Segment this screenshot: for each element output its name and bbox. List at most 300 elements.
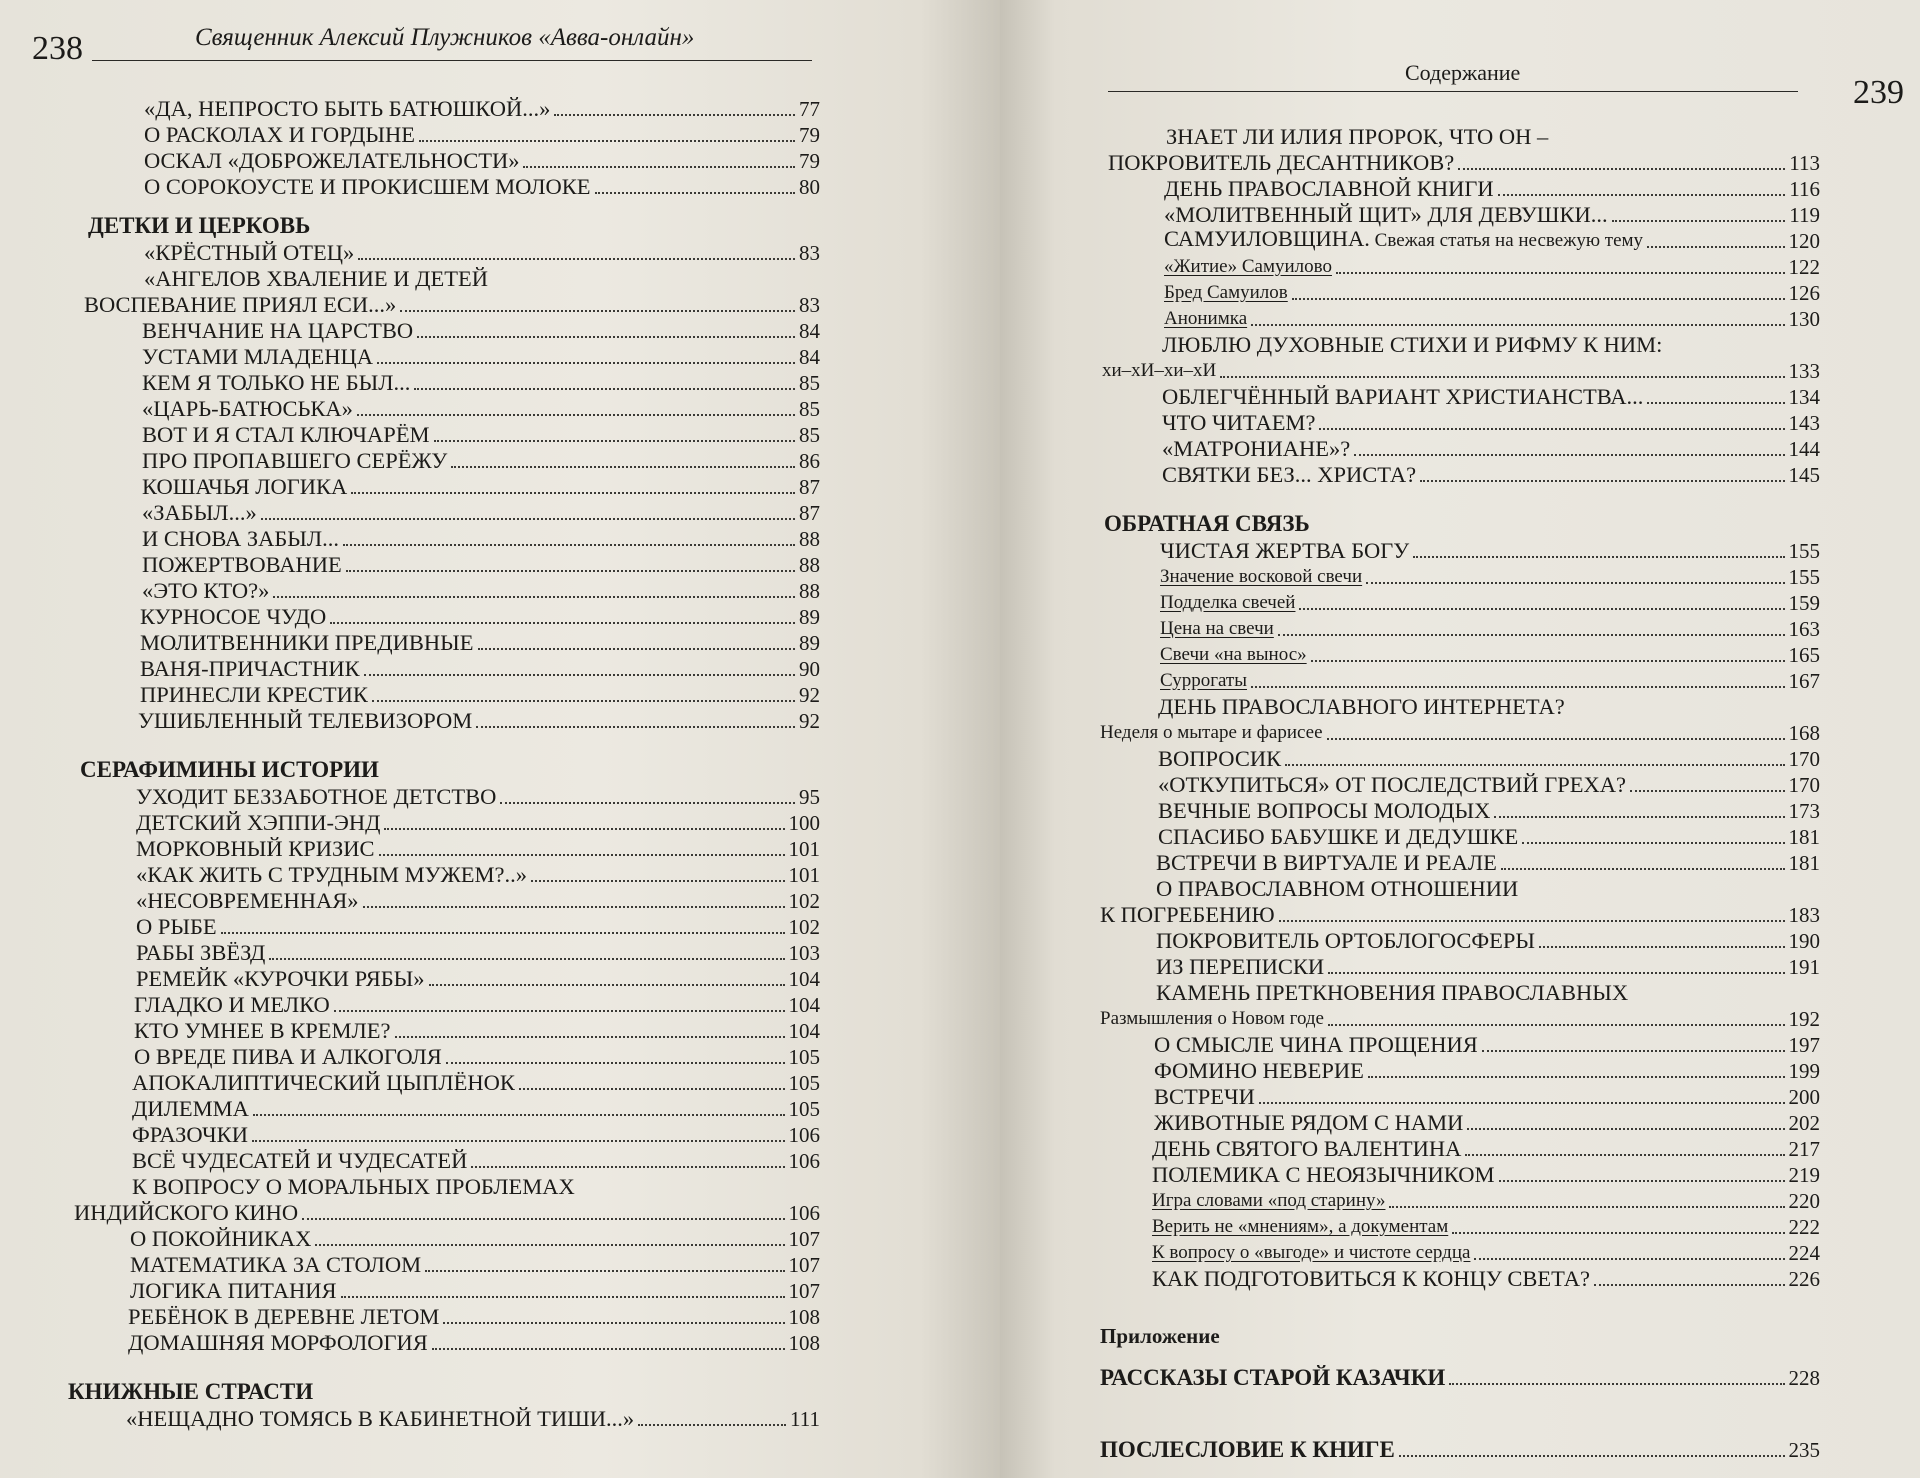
toc-entry[interactable]: [1100, 720, 1820, 746]
entry-title: К вопросу о «выгоде» и чистоте сердца: [1152, 1242, 1471, 1263]
dot-leader: [1368, 1076, 1785, 1078]
toc-entry[interactable]: [1100, 1188, 1820, 1214]
page-ref: 155: [1788, 539, 1820, 563]
entry-title: О РАСКОЛАХ И ГОРДЫНЕ: [144, 122, 415, 147]
page-ref: 88: [799, 527, 820, 551]
page-ref: 116: [1789, 177, 1820, 201]
page-ref: 84: [799, 345, 820, 369]
toc-entry[interactable]: [60, 708, 820, 734]
page-number: 238: [32, 30, 83, 67]
table-of-contents: [60, 96, 820, 1432]
entry-title: ДЕТСКИЙ ХЭППИ-ЭНД: [136, 810, 381, 835]
page-ref: 88: [799, 579, 820, 603]
entry-title: КОШАЧЬЯ ЛОГИКА: [142, 474, 348, 499]
toc-entry[interactable]: [1100, 384, 1820, 410]
dot-leader: [429, 984, 785, 986]
page-ref: 120: [1788, 229, 1820, 253]
dot-leader: [1458, 168, 1785, 170]
toc-entry[interactable]: [60, 810, 820, 836]
page-ref: 90: [799, 657, 820, 681]
entry-title: «НЕЩАДНО ТОМЯСЬ В КАБИНЕТНОЙ ТИШИ...»: [126, 1406, 635, 1431]
toc-entry[interactable]: [60, 174, 820, 200]
dot-leader: [1319, 428, 1784, 430]
dot-leader: [377, 362, 795, 364]
toc-entry[interactable]: [60, 526, 820, 552]
entry-title: К ПОГРЕБЕНИЮ: [1100, 902, 1275, 927]
toc-entry[interactable]: [60, 862, 820, 888]
entry-title: УХОДИТ БЕЗЗАБОТНОЕ ДЕТСТВО: [136, 784, 497, 809]
dot-leader: [425, 1270, 784, 1272]
dot-leader: [414, 388, 795, 390]
entry-title: ФРАЗОЧКИ: [132, 1122, 248, 1147]
toc-entry[interactable]: [1100, 798, 1820, 824]
page-ref: 95: [799, 785, 820, 809]
entry-subtitle: Свежая статья на несвежую тему: [1369, 230, 1644, 251]
toc-entry[interactable]: [60, 1278, 820, 1304]
entry-title: СВЯТКИ БЕЗ... ХРИСТА?: [1162, 462, 1417, 487]
dot-leader: [1449, 1383, 1784, 1385]
entry-title: КТО УМНЕЕ В КРЕМЛЕ?: [134, 1018, 391, 1043]
toc-entry[interactable]: [60, 940, 820, 966]
dot-leader: [1499, 1180, 1785, 1182]
dot-leader: [330, 622, 795, 624]
toc-entry[interactable]: [1100, 1032, 1820, 1058]
entry-title: О ВРЕДЕ ПИВА И АЛКОГОЛЯ: [134, 1044, 442, 1069]
section-heading[interactable]: [1100, 1322, 1820, 1350]
entry-title: О ПРАВОСЛАВНОМ ОТНОШЕНИИ: [1156, 876, 1519, 901]
page-ref: 111: [790, 1407, 820, 1431]
toc-entry[interactable]: [60, 630, 820, 656]
page-ref: 219: [1788, 1163, 1820, 1187]
toc-entry[interactable]: [1100, 332, 1820, 358]
entry-title: «КАК ЖИТЬ С ТРУДНЫМ МУЖЕМ?..»: [136, 862, 528, 887]
toc-entry[interactable]: [60, 422, 820, 448]
entry-title: УСТАМИ МЛАДЕНЦА: [142, 344, 374, 369]
page-ref: 89: [799, 605, 820, 629]
running-head: Священник Алексий Плужников «Авва-онлайн»: [195, 24, 695, 51]
entry-title: РЕБЁНОК В ДЕРЕВНЕ ЛЕТОМ: [128, 1304, 440, 1329]
dot-leader: [1474, 1258, 1784, 1260]
toc-entry[interactable]: [1100, 254, 1820, 280]
dot-leader: [1413, 556, 1784, 558]
page-ref: 104: [788, 1019, 820, 1043]
toc-entry[interactable]: [1100, 124, 1820, 150]
entry-title: К ВОПРОСУ О МОРАЛЬНЫХ ПРОБЛЕМАХ: [132, 1174, 575, 1199]
dot-leader: [358, 258, 795, 260]
page-ref: 108: [788, 1305, 820, 1329]
dot-leader: [1630, 790, 1784, 792]
page-ref: 202: [1788, 1111, 1820, 1135]
dot-leader: [1399, 1455, 1785, 1457]
toc-entry[interactable]: [60, 1252, 820, 1278]
page-ref: 107: [788, 1227, 820, 1251]
toc-entry[interactable]: [1100, 1240, 1820, 1266]
page-ref: 199: [1788, 1059, 1820, 1083]
page-ref: 106: [788, 1123, 820, 1147]
toc-entry[interactable]: [1100, 1162, 1820, 1188]
page-ref: 224: [1788, 1241, 1820, 1265]
page-ref: 133: [1788, 359, 1820, 383]
entry-title: ВЕНЧАНИЕ НА ЦАРСТВО: [142, 318, 414, 343]
entry-title: О ПОКОЙНИКАХ: [130, 1226, 312, 1251]
toc-entry[interactable]: [1100, 824, 1820, 850]
page-ref: 122: [1788, 255, 1820, 279]
page-ref: 83: [799, 293, 820, 317]
entry-title: Анонимка: [1164, 308, 1248, 329]
page-ref: 87: [799, 475, 820, 499]
page-ref: 165: [1788, 643, 1820, 667]
dot-leader: [471, 1166, 784, 1168]
dot-leader: [595, 192, 795, 194]
dot-leader: [253, 1114, 785, 1116]
dot-leader: [1465, 1154, 1784, 1156]
dot-leader: [1366, 582, 1784, 584]
page-ref: 168: [1788, 721, 1820, 745]
entry-title: Суррогаты: [1160, 670, 1248, 691]
dot-leader: [1494, 816, 1784, 818]
dot-leader: [1278, 634, 1785, 636]
toc-entry[interactable]: [60, 448, 820, 474]
toc-entry[interactable]: [60, 96, 820, 122]
toc-entry[interactable]: [60, 1122, 820, 1148]
entry-title: КАМЕНЬ ПРЕТКНОВЕНИЯ ПРАВОСЛАВНЫХ: [1156, 980, 1629, 1005]
toc-entry[interactable]: [1100, 358, 1820, 384]
toc-entry[interactable]: [1100, 1084, 1820, 1110]
toc-entry[interactable]: [60, 1044, 820, 1070]
toc-entry[interactable]: [1100, 772, 1820, 798]
page-ref: 105: [788, 1071, 820, 1095]
dot-leader: [351, 492, 795, 494]
page-ref: 220: [1788, 1189, 1820, 1213]
entry-title: «ЭТО КТО?»: [142, 578, 270, 603]
toc-entry[interactable]: [1100, 954, 1820, 980]
toc-entry[interactable]: [1100, 150, 1820, 176]
page-ref: 144: [1788, 437, 1820, 461]
entry-title: ДЕНЬ ПРАВОСЛАВНОГО ИНТЕРНЕТА?: [1158, 694, 1565, 719]
page-ref: 167: [1788, 669, 1820, 693]
toc-entry[interactable]: [60, 240, 820, 266]
dot-leader: [1328, 972, 1784, 974]
toc-entry[interactable]: [60, 836, 820, 862]
entry-title: «Житие» Самуилово: [1164, 256, 1332, 277]
dot-leader: [519, 1088, 785, 1090]
page-ref: 222: [1788, 1215, 1820, 1239]
page-ref: 126: [1788, 281, 1820, 305]
page-ref: 107: [788, 1253, 820, 1277]
toc-entry[interactable]: [1100, 280, 1820, 306]
toc-entry[interactable]: [1100, 176, 1820, 202]
page-ref: 181: [1788, 851, 1820, 875]
entry-title: ВЕЧНЫЕ ВОПРОСЫ МОЛОДЫХ: [1158, 798, 1491, 823]
toc-entry[interactable]: [60, 1096, 820, 1122]
page-ref: 87: [799, 501, 820, 525]
toc-entry[interactable]: [1100, 746, 1820, 772]
dot-leader: [346, 570, 795, 572]
toc-entry[interactable]: [1100, 1058, 1820, 1084]
entry-title: Цена на свечи: [1160, 618, 1274, 639]
entry-title: ЗНАЕТ ЛИ ИЛИЯ ПРОРОК, ЧТО ОН –: [1166, 124, 1549, 149]
page-ref: 104: [788, 967, 820, 991]
page-ref: 159: [1788, 591, 1820, 615]
entry-title: КАК ПОДГОТОВИТЬСЯ К КОНЦУ СВЕТА?: [1152, 1266, 1591, 1291]
entry-title-main: САМУИЛОВЩИНА.: [1164, 226, 1370, 251]
entry-title: ЧИСТАЯ ЖЕРТВА БОГУ: [1160, 538, 1410, 563]
toc-entry[interactable]: [60, 148, 820, 174]
dot-leader: [1311, 660, 1785, 662]
section-title: ПОСЛЕСЛОВИЕ К КНИГЕ: [1100, 1437, 1395, 1462]
toc-entry[interactable]: [1100, 928, 1820, 954]
toc-entry[interactable]: [1100, 1006, 1820, 1032]
toc-entry[interactable]: [60, 604, 820, 630]
toc-entry[interactable]: [1100, 202, 1820, 228]
entry-title: ВСЁ ЧУДЕСАТЕЙ И ЧУДЕСАТЕЙ: [132, 1148, 468, 1173]
toc-entry[interactable]: [1100, 980, 1820, 1006]
entry-title: ВАНЯ-ПРИЧАСТНИК: [140, 656, 360, 681]
page-ref: 85: [799, 397, 820, 421]
page-ref: 192: [1788, 1007, 1820, 1031]
entry-title: «ОТКУПИТЬСЯ» ОТ ПОСЛЕДСТВИЙ ГРЕХА?: [1158, 772, 1627, 797]
toc-entry[interactable]: [60, 552, 820, 578]
entry-title: Подделка свечей: [1160, 592, 1296, 613]
toc-entry[interactable]: [1100, 590, 1820, 616]
dot-leader: [273, 596, 795, 598]
dot-leader: [1251, 686, 1784, 688]
page-ref: 89: [799, 631, 820, 655]
dot-leader: [1498, 194, 1786, 196]
toc-entry[interactable]: [1100, 538, 1820, 564]
toc-entry[interactable]: [60, 1148, 820, 1174]
toc-entry[interactable]: [1100, 694, 1820, 720]
dot-leader: [302, 1218, 784, 1220]
page-ref: 92: [799, 683, 820, 707]
entry-title: Бред Самуилов: [1164, 282, 1288, 303]
page-ref: 100: [788, 811, 820, 835]
page-ref: 113: [1789, 151, 1820, 175]
page-ref: 170: [1788, 773, 1820, 797]
section-heading[interactable]: [1100, 510, 1820, 538]
toc-entry[interactable]: [60, 1174, 820, 1200]
entry-title: О СМЫСЛЕ ЧИНА ПРОЩЕНИЯ: [1154, 1032, 1478, 1057]
dot-leader: [1279, 920, 1785, 922]
entry-title: Размышления о Новом годе: [1100, 1008, 1324, 1029]
toc-entry[interactable]: [1100, 902, 1820, 928]
toc-entry[interactable]: [60, 1226, 820, 1252]
entry-title: О СОРОКОУСТЕ И ПРОКИСШЕМ МОЛОКЕ: [144, 174, 591, 199]
toc-entry[interactable]: [60, 784, 820, 810]
right-page: [1000, 0, 1920, 1478]
section-heading[interactable]: [1100, 1364, 1820, 1392]
entry-title: ДЕНЬ ПРАВОСЛАВНОЙ КНИГИ: [1164, 176, 1494, 201]
dot-leader: [523, 166, 795, 168]
entry-title: ФОМИНО НЕВЕРИЕ: [1154, 1058, 1364, 1083]
running-head: Содержание: [1405, 60, 1521, 85]
toc-entry[interactable]: [60, 966, 820, 992]
toc-entry[interactable]: [1100, 306, 1820, 332]
page-ref: 181: [1788, 825, 1820, 849]
header-rule: [92, 60, 812, 61]
page-ref: 228: [1788, 1366, 1820, 1390]
toc-entry[interactable]: [1100, 436, 1820, 462]
toc-entry[interactable]: [60, 682, 820, 708]
toc-entry[interactable]: [60, 992, 820, 1018]
toc-entry[interactable]: [1100, 668, 1820, 694]
dot-leader: [476, 726, 795, 728]
page-ref: 79: [799, 149, 820, 173]
page-ref: 130: [1788, 307, 1820, 331]
dot-leader: [343, 544, 795, 546]
entry-title: О РЫБЕ: [136, 914, 217, 939]
dot-leader: [379, 854, 785, 856]
toc-entry[interactable]: [60, 370, 820, 396]
dot-leader: [1467, 1128, 1784, 1130]
toc-entry[interactable]: [1100, 410, 1820, 436]
entry-title: ЛОГИКА ПИТАНИЯ: [130, 1278, 337, 1303]
toc-entry[interactable]: [60, 1018, 820, 1044]
dot-leader: [221, 932, 785, 934]
entry-title: «ЗАБЫЛ...»: [142, 500, 257, 525]
entry-title: ВОТ И Я СТАЛ КЛЮЧАРЁМ: [142, 422, 430, 447]
header-rule: [1108, 91, 1798, 92]
toc-entry[interactable]: [60, 344, 820, 370]
toc-entry[interactable]: [1100, 462, 1820, 488]
page-ref: 101: [788, 863, 820, 887]
entry-title: [1164, 226, 1643, 254]
dot-leader: [341, 1296, 785, 1298]
toc-entry[interactable]: [60, 474, 820, 500]
entry-title: ДОМАШНЯЯ МОРФОЛОГИЯ: [128, 1330, 428, 1355]
dot-leader: [554, 114, 795, 116]
dot-leader: [638, 1424, 786, 1426]
page-ref: 103: [788, 941, 820, 965]
toc-entry[interactable]: [1100, 876, 1820, 902]
section-heading[interactable]: [60, 1378, 820, 1406]
toc-entry[interactable]: [60, 396, 820, 422]
toc-entry[interactable]: [60, 888, 820, 914]
page-ref: 200: [1788, 1085, 1820, 1109]
entry-title: ПОЖЕРТВОВАНИЕ: [142, 552, 342, 577]
entry-title: Верить не «мнениям», а документам: [1152, 1216, 1449, 1237]
page-ref: 134: [1788, 385, 1820, 409]
toc-entry[interactable]: [60, 1304, 820, 1330]
section-heading[interactable]: [60, 212, 820, 240]
entry-title: Игра словами «под старину»: [1152, 1190, 1386, 1211]
toc-entry[interactable]: [1100, 1214, 1820, 1240]
entry-title: «НЕСОВРЕМЕННАЯ»: [136, 888, 359, 913]
dot-leader: [252, 1140, 785, 1142]
page-ref: 170: [1788, 747, 1820, 771]
entry-title: ВСТРЕЧИ: [1154, 1084, 1255, 1109]
dot-leader: [419, 140, 795, 142]
page-ref: 108: [788, 1331, 820, 1355]
table-of-contents: [1100, 124, 1820, 1464]
dot-leader: [1327, 738, 1785, 740]
page-ref: 191: [1788, 955, 1820, 979]
entry-title: «АНГЕЛОВ ХВАЛЕНИЕ И ДЕТЕЙ: [144, 266, 489, 291]
entry-title: ОБЛЕГЧЁННЫЙ ВАРИАНТ ХРИСТИАНСТВА...: [1162, 384, 1644, 409]
entry-title: «ЦАРЬ-БАТЮСЬКА»: [142, 396, 353, 421]
toc-entry[interactable]: [60, 318, 820, 344]
toc-entry[interactable]: [1100, 642, 1820, 668]
dot-leader: [1285, 764, 1784, 766]
toc-entry[interactable]: [60, 1330, 820, 1356]
toc-entry[interactable]: [1100, 616, 1820, 642]
toc-entry[interactable]: [1100, 564, 1820, 590]
page-ref: 190: [1788, 929, 1820, 953]
page-ref: 107: [788, 1279, 820, 1303]
toc-entry[interactable]: [60, 578, 820, 604]
entry-title: Значение восковой свечи: [1160, 566, 1363, 587]
entry-title: ОСКАЛ «ДОБРОЖЕЛАТЕЛЬНОСТИ»: [144, 148, 520, 173]
toc-entry[interactable]: [1100, 1136, 1820, 1162]
page-ref: 163: [1788, 617, 1820, 641]
dot-leader: [1647, 402, 1784, 404]
toc-entry[interactable]: [1100, 1266, 1820, 1292]
dot-leader: [1539, 946, 1784, 948]
entry-title: ГЛАДКО И МЕЛКО: [134, 992, 330, 1017]
toc-entry[interactable]: [60, 122, 820, 148]
spacer: [1100, 1392, 1820, 1422]
section-title: СЕРАФИМИНЫ ИСТОРИИ: [80, 757, 379, 782]
dot-leader: [1328, 1024, 1785, 1026]
entry-title: УШИБЛЕННЫЙ ТЕЛЕВИЗОРОМ: [138, 708, 473, 733]
toc-entry[interactable]: [1100, 1110, 1820, 1136]
entry-title: ПРО ПРОПАВШЕГО СЕРЁЖУ: [142, 448, 448, 473]
dot-leader: [446, 1062, 785, 1064]
entry-title: ПОКРОВИТЕЛЬ ОРТОБЛОГОСФЕРЫ: [1156, 928, 1536, 953]
dot-leader: [531, 880, 784, 882]
dot-leader: [364, 674, 795, 676]
dot-leader: [1501, 868, 1785, 870]
toc-entry[interactable]: [60, 1200, 820, 1226]
page-ref: 104: [788, 993, 820, 1017]
page-ref: 155: [1788, 565, 1820, 589]
toc-entry[interactable]: [60, 656, 820, 682]
page-ref: 102: [788, 915, 820, 939]
page-ref: 173: [1788, 799, 1820, 823]
entry-title: ПОКРОВИТЕЛЬ ДЕСАНТНИКОВ?: [1108, 150, 1455, 175]
section-heading[interactable]: [1100, 1436, 1820, 1464]
dot-leader: [417, 336, 795, 338]
entry-title: МОЛИТВЕННИКИ ПРЕДИВНЫЕ: [140, 630, 474, 655]
dot-leader: [269, 958, 784, 960]
toc-entry[interactable]: [60, 914, 820, 940]
toc-entry[interactable]: [60, 1406, 820, 1432]
section-title: ОБРАТНАЯ СВЯЗЬ: [1104, 511, 1310, 536]
dot-leader: [400, 310, 795, 312]
toc-entry[interactable]: [60, 266, 820, 292]
dot-leader: [1220, 376, 1784, 378]
dot-leader: [1259, 1102, 1785, 1104]
entry-title: ЛЮБЛЮ ДУХОВНЫЕ СТИХИ И РИФМУ К НИМ:: [1162, 332, 1663, 357]
toc-entry[interactable]: [1100, 850, 1820, 876]
dot-leader: [1594, 1284, 1784, 1286]
entry-title: ЖИВОТНЫЕ РЯДОМ С НАМИ: [1154, 1110, 1464, 1135]
toc-entry[interactable]: [60, 1070, 820, 1096]
toc-entry[interactable]: [60, 500, 820, 526]
toc-entry[interactable]: [60, 292, 820, 318]
entry-title: «КРЁСТНЫЙ ОТЕЦ»: [144, 240, 355, 265]
toc-entry[interactable]: [1100, 228, 1820, 254]
page-ref: 83: [799, 241, 820, 265]
page-number: 239: [1853, 74, 1904, 111]
page-ref: 143: [1788, 411, 1820, 435]
section-heading[interactable]: [60, 756, 820, 784]
entry-title: ПРИНЕСЛИ КРЕСТИК: [140, 682, 368, 707]
page-ref: 197: [1788, 1033, 1820, 1057]
page-ref: 183: [1788, 903, 1820, 927]
entry-title: ВОСПЕВАНИЕ ПРИЯЛ ЕСИ...»: [84, 292, 397, 317]
dot-leader: [1452, 1232, 1784, 1234]
